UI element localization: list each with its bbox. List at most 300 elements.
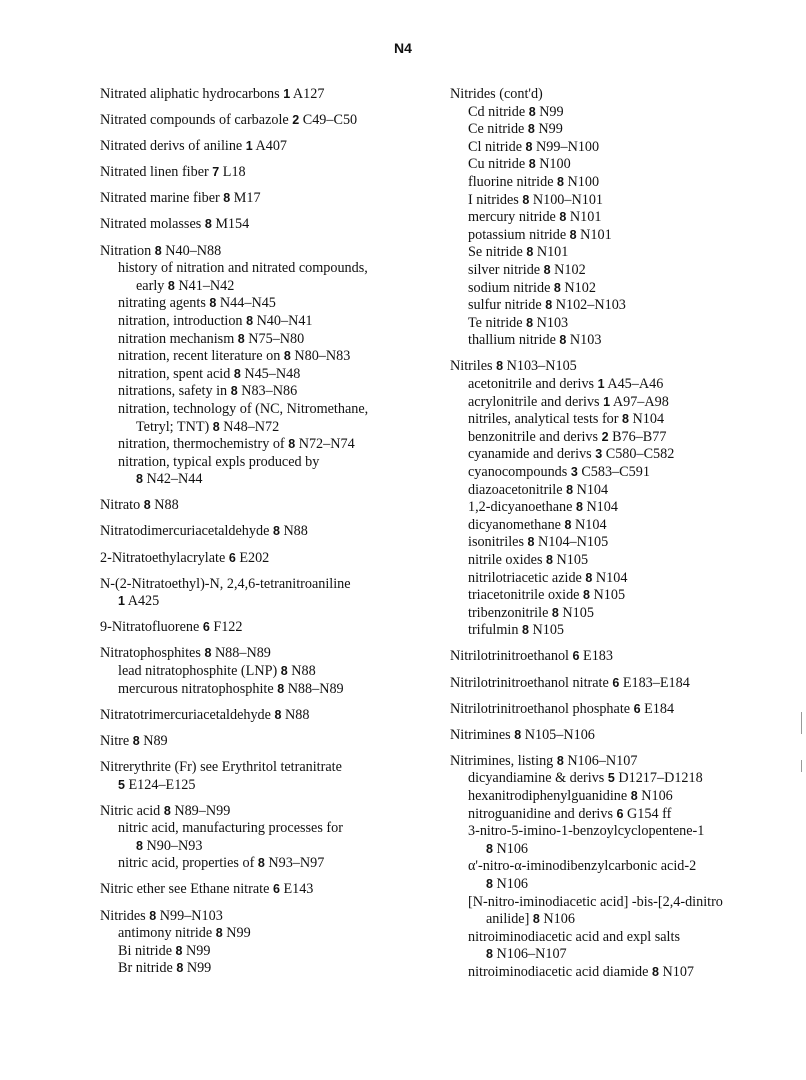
entry-text: N93–N97 <box>264 855 325 872</box>
index-subentry <box>100 383 430 401</box>
index-column-left <box>100 86 430 986</box>
entry-text: N100 <box>564 173 600 190</box>
volume-number: 1 <box>597 377 605 391</box>
entry-text: N106–N107 <box>563 752 638 769</box>
entry-text: Nitrato <box>100 497 144 514</box>
entry-text: sulfur nitride <box>468 297 546 314</box>
entry-text: A97–A98 <box>610 393 669 410</box>
volume-number: 8 <box>223 191 231 206</box>
volume-number: 2 <box>292 113 300 128</box>
entry-text: Nitratodimercuriacetaldehyde <box>100 523 273 540</box>
index-entry <box>100 908 430 978</box>
index-subentry <box>100 960 430 978</box>
index-entry <box>100 803 430 873</box>
index-subentry <box>450 823 800 841</box>
volume-number: 8 <box>569 227 577 242</box>
entry-text: Nitrated aliphatic hydrocarbons <box>100 86 284 102</box>
index-subentry <box>450 858 800 876</box>
entry-text: Nitrilotrinitroethanol <box>450 648 573 665</box>
index-subentry <box>450 262 800 280</box>
volume-number: 8 <box>154 243 162 258</box>
entry-text: Nitration <box>100 242 155 259</box>
entry-text: Nitrated linen fiber <box>100 164 213 181</box>
index-subentry <box>450 876 800 894</box>
volume-number: 6 <box>572 649 580 664</box>
entry-text: M154 <box>211 216 250 233</box>
volume-number: 8 <box>545 298 553 313</box>
entry-text: dicyanomethane <box>468 516 565 533</box>
index-heading <box>450 753 800 771</box>
index-subentry <box>450 139 800 157</box>
index-entry <box>100 523 430 541</box>
volume-number: 8 <box>274 707 282 722</box>
entry-text: Se nitride <box>468 244 527 261</box>
index-subentry <box>450 841 800 859</box>
entry-text: nitrating agents <box>118 295 210 312</box>
entry-text: Nitratophosphites <box>100 645 205 662</box>
entry-text: F122 <box>209 619 243 636</box>
index-heading <box>450 86 800 104</box>
volume-number: 8 <box>651 964 659 979</box>
index-subentry <box>100 295 430 313</box>
index-subentry <box>100 454 430 472</box>
index-subentry <box>100 943 430 961</box>
index-subentry <box>100 419 430 437</box>
index-heading <box>100 190 430 208</box>
index-subentry <box>100 777 430 795</box>
entry-text: N104 <box>629 411 665 428</box>
entry-text: lead nitratophosphite (LNP) <box>118 663 281 680</box>
entry-text: A425 <box>124 593 160 610</box>
index-entry <box>450 675 800 693</box>
index-heading <box>100 576 430 594</box>
volume-number: 8 <box>553 280 561 295</box>
entry-text: N105 <box>558 604 594 621</box>
volume-number: 8 <box>527 122 535 137</box>
entry-text: N103 <box>566 332 602 349</box>
entry-text: nitration mechanism <box>118 330 238 347</box>
volume-number: 8 <box>486 876 493 891</box>
entry-text: dicyandiamine & derivs <box>468 770 608 787</box>
volume-number: 8 <box>528 157 536 172</box>
volume-number: 5 <box>118 777 125 792</box>
entry-text: Ce nitride <box>468 121 528 138</box>
index-heading <box>100 164 430 182</box>
volume-number: 8 <box>277 681 285 696</box>
volume-number: 8 <box>167 278 175 293</box>
entry-text: triacetonitrile oxide <box>468 587 584 604</box>
index-subentry <box>450 192 800 210</box>
index-subentry <box>450 534 800 552</box>
entry-text: N106 <box>492 840 529 857</box>
entry-text: A127 <box>290 86 325 102</box>
entry-text: N106 <box>539 911 575 928</box>
volume-number: 6 <box>228 550 236 565</box>
volume-number: 8 <box>522 192 530 207</box>
index-subentry <box>100 278 430 296</box>
entry-text: nitration, technology of (NC, Nitromethane, <box>118 400 369 417</box>
entry-text: antimony nitride <box>118 925 216 942</box>
entry-text: isonitriles <box>468 534 528 551</box>
entry-text: N45–N48 <box>240 365 301 382</box>
index-subentry <box>100 820 430 838</box>
volume-number: 7 <box>212 165 220 180</box>
index-entry <box>100 138 430 156</box>
entry-text: Te nitride <box>468 314 527 331</box>
index-entry <box>100 190 430 208</box>
entry-text: Br nitride <box>118 960 177 977</box>
index-heading <box>100 523 430 541</box>
entry-text: N102 <box>550 261 586 278</box>
index-subentry <box>100 260 430 278</box>
entry-text: Nitre <box>100 732 133 749</box>
volume-number: 8 <box>486 947 493 962</box>
volume-number: 1 <box>245 139 253 154</box>
index-subentry <box>450 429 800 447</box>
entry-text: N72–N74 <box>295 436 355 453</box>
entry-text: M17 <box>230 190 261 207</box>
index-subentry <box>450 394 800 412</box>
volume-number: 8 <box>136 472 143 487</box>
index-subentry <box>450 104 800 122</box>
index-subentry <box>100 855 430 873</box>
entry-text: nitrilotriacetic azide <box>468 569 586 586</box>
entry-text: sodium nitride <box>468 279 554 296</box>
index-subentry <box>450 376 800 394</box>
entry-text: Nitrated derivs of aniline <box>100 138 246 155</box>
index-heading <box>100 497 430 515</box>
entry-text: Nitric acid <box>100 802 164 819</box>
index-subentry <box>100 593 430 611</box>
entry-text: L18 <box>219 164 246 181</box>
volume-number: 8 <box>583 588 590 603</box>
index-subentry <box>450 964 800 982</box>
volume-number: 8 <box>163 803 171 818</box>
entry-text: Nitriles <box>450 358 497 375</box>
volume-number: 8 <box>514 727 522 742</box>
index-entry <box>100 216 430 234</box>
index-heading <box>450 648 800 666</box>
entry-text: N99–N100 <box>532 138 600 155</box>
entry-text: trifulmin <box>468 622 522 639</box>
index-subentry <box>450 770 800 788</box>
entry-text: N103–N105 <box>503 358 577 375</box>
index-subentry <box>450 517 800 535</box>
entry-text: N105 <box>589 587 626 604</box>
index-heading <box>100 550 430 568</box>
volume-number: 8 <box>528 104 536 119</box>
index-subentry <box>450 332 800 350</box>
entry-text: benzonitrile and derivs <box>468 428 602 445</box>
entry-text: Nitrides (cont'd) <box>450 86 543 102</box>
entry-text: hexanitrodiphenylguanidine <box>468 787 631 804</box>
entry-text: N90–N93 <box>142 837 203 854</box>
volume-number: 8 <box>204 217 212 232</box>
volume-number: 6 <box>202 620 210 635</box>
volume-number: 8 <box>532 912 540 927</box>
entry-text: Nitrated molasses <box>100 216 205 233</box>
entry-text: Nitrated marine fiber <box>100 190 224 207</box>
entry-text: 9-Nitratofluorene <box>100 619 203 636</box>
entry-text: early <box>136 277 168 294</box>
entry-text: acrylonitrile and derivs <box>468 393 604 410</box>
index-subentry <box>450 788 800 806</box>
entry-text: nitric acid, manufacturing processes for <box>118 820 343 837</box>
index-heading <box>100 908 430 926</box>
entry-text: E184 <box>640 700 675 717</box>
entry-text: N42–N44 <box>142 471 203 488</box>
index-subentry <box>100 436 430 454</box>
entry-text: nitration, recent literature on <box>118 348 284 365</box>
entry-text: Nitric ether see Ethane nitrate <box>100 881 273 898</box>
entry-text: tribenzonitrile <box>468 604 552 621</box>
volume-number: 8 <box>526 315 534 330</box>
entry-text: N88 <box>150 497 179 514</box>
entry-text: N102–N103 <box>552 297 626 314</box>
volume-number: 8 <box>272 524 280 539</box>
index-subentry <box>450 315 800 333</box>
entry-text: nitration, thermochemistry of <box>118 436 289 453</box>
index-subentry <box>450 174 800 192</box>
index-heading <box>100 243 430 261</box>
index-heading <box>100 112 430 130</box>
volume-number: 8 <box>257 856 265 871</box>
entry-text: nitroiminodiacetic acid diamide <box>468 963 652 980</box>
volume-number: 8 <box>237 331 245 346</box>
volume-number: 6 <box>633 701 641 716</box>
entry-text: nitration, spent acid <box>118 365 234 382</box>
entry-text: Nitrimines, listing <box>450 752 557 769</box>
index-subentry <box>450 464 800 482</box>
index-entry <box>450 358 800 640</box>
index-subentry <box>100 925 430 943</box>
entry-text: N101 <box>533 244 569 261</box>
index-entry <box>450 753 800 982</box>
volume-number: 5 <box>607 771 615 786</box>
entry-text: Nitrerythrite (Fr) see Erythritol tetranitrate <box>100 758 342 775</box>
index-subentry <box>450 482 800 500</box>
entry-text: E124–E125 <box>124 776 196 793</box>
entry-text: C583–C591 <box>577 463 650 480</box>
volume-number: 8 <box>585 570 593 585</box>
entry-text: N104 <box>573 481 609 498</box>
volume-number: 8 <box>209 296 217 311</box>
entry-text: N40–N88 <box>161 242 222 259</box>
index-subentry <box>450 894 800 912</box>
entry-text: D1217–D1218 <box>614 770 703 787</box>
entry-text: N104–N105 <box>534 534 609 551</box>
volume-number: 6 <box>616 806 624 821</box>
entry-text: E143 <box>279 881 314 898</box>
index-subentry <box>450 911 800 929</box>
entry-text: N105–N106 <box>521 726 595 743</box>
volume-number: 2 <box>601 429 609 444</box>
volume-number: 8 <box>283 349 291 364</box>
entry-text: cyanocompounds <box>468 463 571 480</box>
volume-number: 8 <box>564 517 572 532</box>
index-subentry <box>450 280 800 298</box>
volume-number: 8 <box>543 262 551 277</box>
index-subentry <box>450 244 800 262</box>
index-entry <box>100 759 430 794</box>
volume-number: 8 <box>496 359 504 374</box>
entry-text: nitroguanidine and derivs <box>468 805 617 822</box>
entry-text: G154 ff <box>623 805 672 822</box>
entry-text: N99 <box>183 960 212 977</box>
volume-number: 8 <box>136 838 143 853</box>
volume-number: 6 <box>612 675 620 690</box>
page-header: N4 <box>394 40 412 56</box>
index-entry <box>100 619 430 637</box>
scan-mark <box>801 760 802 772</box>
index-subentry <box>450 156 800 174</box>
entry-text: α'-nitro-α-iminodibenzylcarbonic acid-2 <box>468 858 697 875</box>
entry-text: B76–B77 <box>608 428 667 445</box>
index-heading <box>100 759 430 777</box>
volume-number: 8 <box>486 841 493 856</box>
entry-text: N75–N80 <box>244 330 305 347</box>
index-subentry <box>450 297 800 315</box>
entry-text: N88 <box>281 706 310 723</box>
index-heading <box>100 619 430 637</box>
entry-text: N106 <box>492 875 529 892</box>
volume-number: 8 <box>559 333 567 348</box>
entry-text: N101 <box>576 226 612 243</box>
entry-text: 1,2-dicyanoethane <box>468 499 576 516</box>
entry-text: I nitrides <box>468 191 523 208</box>
volume-number: 8 <box>526 245 534 260</box>
index-column-right <box>450 86 800 990</box>
index-subentry <box>450 121 800 139</box>
volume-number: 3 <box>595 447 603 462</box>
entry-text: N105 <box>552 551 589 568</box>
volume-number: 8 <box>575 500 583 515</box>
entry-text: diazoacetonitrile <box>468 481 567 498</box>
entry-text: history of nitration and nitrated compounds, <box>118 260 368 277</box>
index-subentry <box>450 552 800 570</box>
entry-text: fluorine nitride <box>468 173 558 190</box>
index-subentry <box>100 401 430 419</box>
volume-number: 8 <box>212 419 220 434</box>
index-entry <box>450 727 800 745</box>
entry-text: thallium nitride <box>468 332 560 349</box>
entry-text: N-(2-Nitratoethyl)-N, 2,4,6-tetranitroaniline <box>100 575 351 592</box>
entry-text: N99–N103 <box>156 907 223 924</box>
index-subentry <box>100 663 430 681</box>
volume-number: 8 <box>233 366 241 381</box>
entry-text: N89 <box>139 732 168 749</box>
entry-text: N40–N41 <box>253 312 313 329</box>
entry-text: N80–N83 <box>290 348 351 365</box>
index-heading <box>100 881 430 899</box>
index-heading <box>100 803 430 821</box>
entry-text: N105 <box>528 622 565 639</box>
entry-text: N88–N89 <box>284 680 344 697</box>
entry-text: Nitratotrimercuriacetaldehyde <box>100 706 275 723</box>
index-subentry <box>100 681 430 699</box>
volume-number: 8 <box>527 535 535 550</box>
index-entry <box>450 86 800 350</box>
entry-text: N104 <box>571 516 607 533</box>
entry-text: nitrile oxides <box>468 551 547 568</box>
entry-text: acetonitrile and derivs <box>468 376 598 392</box>
index-entry <box>100 497 430 515</box>
entry-text: N99 <box>182 942 211 959</box>
index-subentry <box>450 587 800 605</box>
entry-text: N106–N107 <box>492 946 567 963</box>
index-heading <box>450 701 800 719</box>
index-entry <box>100 881 430 899</box>
volume-number: 6 <box>272 882 280 897</box>
entry-text: 2-Nitratoethylacrylate <box>100 549 229 566</box>
index-subentry <box>450 929 800 947</box>
entry-text: N103 <box>533 314 569 331</box>
entry-text: N107 <box>658 963 695 980</box>
volume-number: 8 <box>230 384 238 399</box>
entry-text: nitriles, analytical tests for <box>468 411 623 428</box>
index-subentry <box>450 411 800 429</box>
index-heading <box>450 358 800 376</box>
volume-number: 8 <box>132 733 140 748</box>
index-subentry <box>450 209 800 227</box>
index-subentry <box>450 570 800 588</box>
index-subentry <box>100 313 430 331</box>
index-entry <box>100 576 430 611</box>
index-subentry <box>450 946 800 964</box>
scan-mark <box>801 712 802 734</box>
entry-text: nitric acid, properties of <box>118 855 258 872</box>
volume-number: 8 <box>288 437 296 452</box>
entry-text: N88 <box>279 523 308 540</box>
index-heading <box>100 86 430 104</box>
volume-number: 8 <box>246 313 254 328</box>
volume-number: 1 <box>283 87 291 101</box>
entry-text: Cl nitride <box>468 138 526 155</box>
entry-text: N106 <box>637 787 673 804</box>
entry-text: N99 <box>535 103 564 120</box>
entry-text: Bi nitride <box>118 942 176 959</box>
entry-text: N101 <box>566 209 602 226</box>
volume-number: 8 <box>566 482 574 497</box>
entry-text: N99 <box>222 925 251 942</box>
volume-number: 8 <box>143 498 151 513</box>
entry-text: silver nitride <box>468 261 544 278</box>
volume-number: 8 <box>546 552 553 567</box>
entry-text: N104 <box>582 499 618 516</box>
volume-number: 8 <box>215 926 223 941</box>
index-entry <box>100 550 430 568</box>
entry-text: Nitrated compounds of carbazole <box>100 112 293 129</box>
index-heading <box>100 733 430 751</box>
entry-text: nitration, introduction <box>118 312 247 329</box>
entry-text: N88 <box>287 663 316 680</box>
entry-text: Tetryl; TNT) <box>136 418 213 435</box>
entry-text: mercury nitride <box>468 209 560 226</box>
entry-text: nitration, typical expls produced by <box>118 453 320 470</box>
index-entry <box>100 164 430 182</box>
entry-text: mercurous nitratophosphite <box>118 680 278 697</box>
index-heading <box>450 675 800 693</box>
volume-number: 1 <box>118 594 125 609</box>
index-entry <box>100 112 430 130</box>
entry-text: anilide] <box>486 911 533 928</box>
entry-text: N41–N42 <box>174 277 235 294</box>
entry-text: C49–C50 <box>299 112 358 129</box>
entry-text: A407 <box>252 138 288 155</box>
index-entry <box>450 648 800 666</box>
index-subentry <box>100 366 430 384</box>
entry-text: Nitrilotrinitroethanol nitrate <box>450 674 613 691</box>
